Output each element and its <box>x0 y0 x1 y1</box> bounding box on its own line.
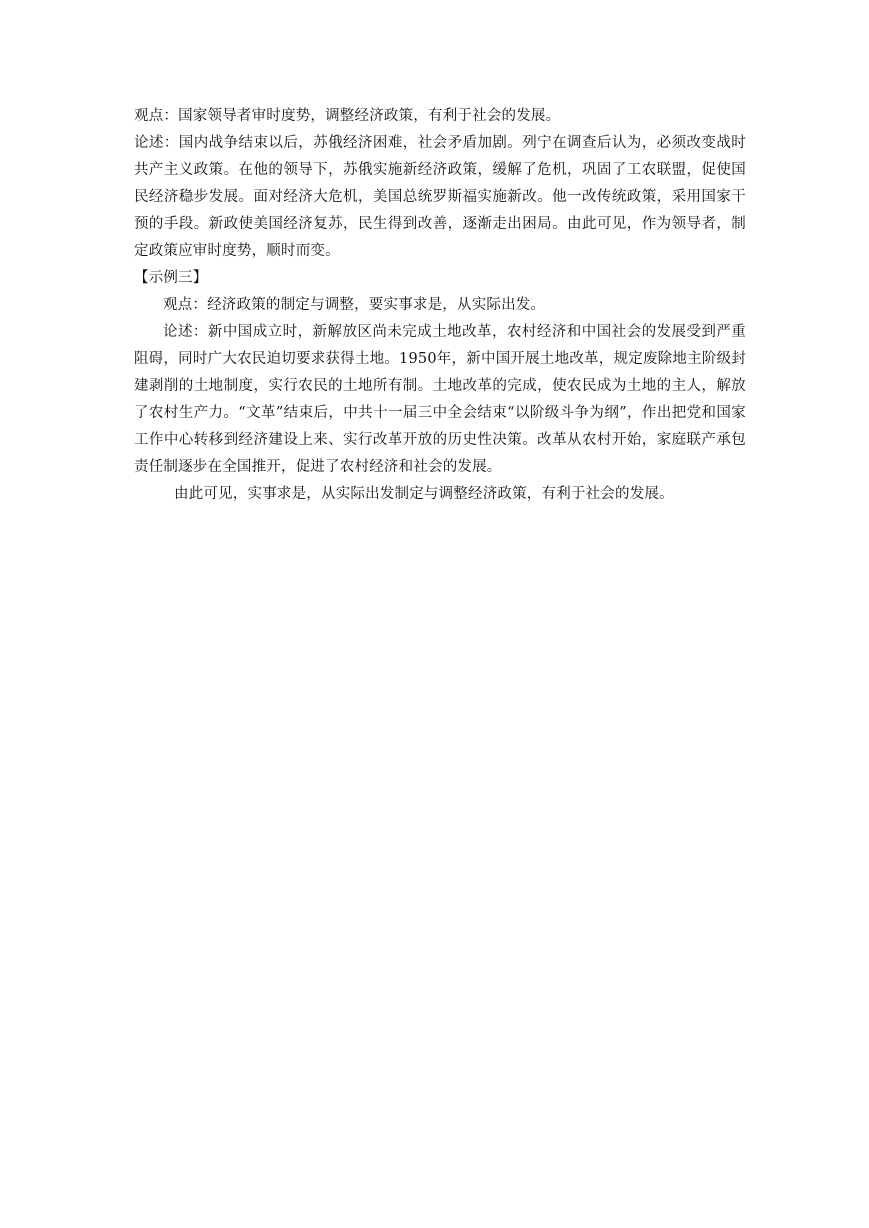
argument-paragraph-2: 论述：新中国成立时，新解放区尚未完成土地改革，农村经济和中国社会的发展受到严重阻碍，同时广大农民迫切要求获得土地。1950年，新中国开展土地改革，规定废除地主阶级封建剥削的土地制度，实行农民的土地所有制。土地改革的完成，使农民成为土地的主人，解放了农村生产力。“文革”结束后，中共十一届三中全会结束“以阶级斗争为纲”，作出把党和国家工作中心转移到经济建设上来、实行改革开放的历史性决策。改革从农村开始，家庭联产承包责任制逐步在全国推开，促进了农村经济和社会的发展。 <box>134 324 746 475</box>
viewpoint-paragraph-1: 观点：国家领导者审时度势，调整经济政策，有利于社会的发展。 <box>134 108 561 124</box>
example-three-heading: 【示例三】 <box>134 270 208 286</box>
viewpoint-paragraph-2: 观点：经济政策的制定与调整，要实事求是，从实际出发。 <box>163 297 546 313</box>
argument-paragraph-1: 论述：国内战争结束以后，苏俄经济困难，社会矛盾加剧。列宁在调查后认为，必须改变战时共产主义政策。在他的领导下，苏俄实施新经济政策，缓解了危机，巩固了工农联盟，促使国民经济稳步发展。面对经济大危机，美国总统罗斯福实施新改。他一改传统政策，采用国家干预的手段。新政使美国经济复苏，民生得到改善，逐渐走出困局。由此可见，作为领导者，制定政策应审时度势，顺时而变。 <box>134 135 746 259</box>
conclusion-paragraph: 由此可见，实事求是，从实际出发制定与调整经济政策，有利于社会的发展。 <box>174 486 674 502</box>
document-body <box>134 103 746 508</box>
